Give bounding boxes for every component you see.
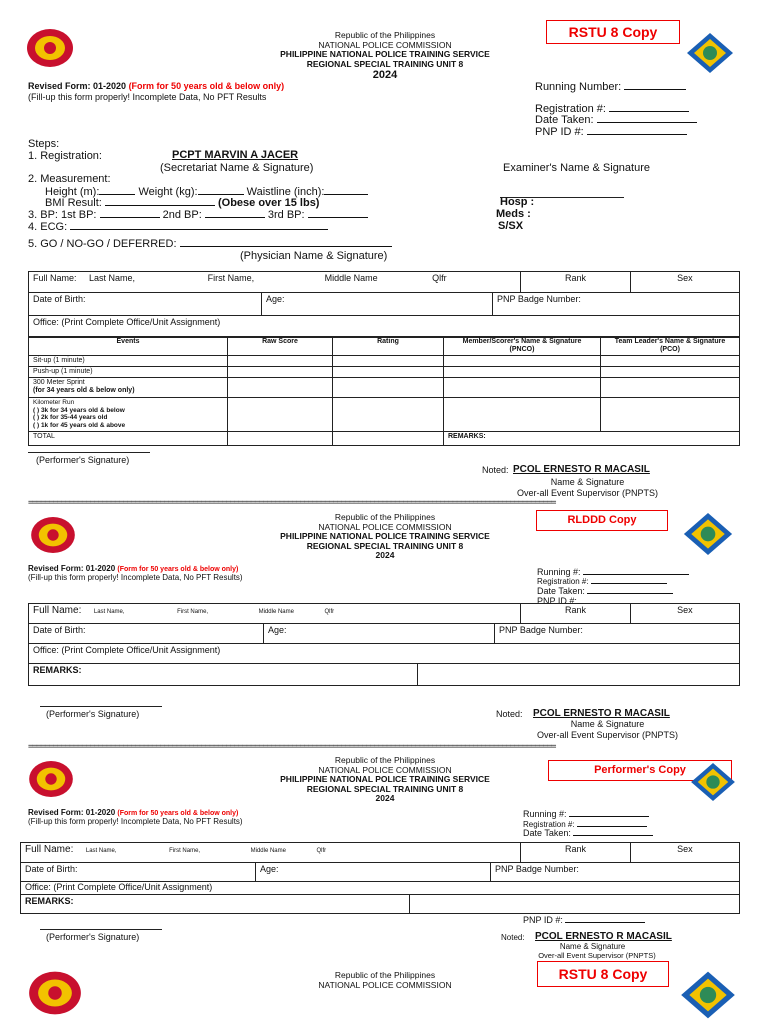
steps-label: Steps: — [28, 138, 60, 150]
copy-label: RLDDD Copy — [536, 510, 668, 531]
age-cell[interactable]: Age: — [256, 863, 491, 882]
overall-supervisor-label: Over-all Event Supervisor (PNPTS) — [538, 951, 656, 960]
rstu-logo — [682, 512, 734, 556]
personal-info-table — [28, 603, 740, 624]
age-cell[interactable]: Age: — [262, 293, 493, 316]
header-rstu: REGIONAL SPECIAL TRAINING UNIT 8 — [306, 58, 464, 69]
rank-cell[interactable]: Rank — [521, 843, 630, 863]
member-header: Member/Scorer's Name & Signature (PNCO) — [444, 337, 601, 356]
fill-note: (Fill-up this form properly! Incomplete Data, No PFT Results — [28, 92, 267, 102]
personal-info-table-2 — [28, 623, 740, 664]
measurement-row[interactable]: Height (m): Weight (kg): Waistline (inch): — [45, 185, 368, 198]
personal-info-table — [28, 271, 740, 293]
meds-label: Meds : — [496, 208, 531, 220]
hosp-label: Hosp : — [500, 196, 535, 208]
name-signature-label: Name & Signature — [570, 719, 645, 729]
step-measurement: 2. Measurement: — [28, 173, 111, 185]
supervisor-name: PCOL ERNESTO R MACASIL — [535, 931, 672, 942]
name-signature-label: Name & Signature — [550, 477, 625, 487]
copy-label: Performer's Copy — [548, 760, 732, 781]
supervisor-name: PCOL ERNESTO R MACASIL — [513, 464, 650, 475]
ecg-row[interactable]: 4. ECG: — [28, 220, 328, 233]
dob-cell[interactable]: Date of Birth: — [21, 863, 256, 882]
copy-label: RSTU 8 Copy — [537, 961, 669, 987]
dob-cell[interactable]: Date of Birth: — [29, 624, 264, 644]
header-block — [230, 31, 540, 81]
separator-line: ================================================================================================================================ — [28, 743, 556, 752]
registration-field[interactable]: Registration #: — [535, 102, 689, 115]
form-revision: Revised Form: 01-2020 (Form for 50 years old & below only) — [28, 808, 239, 817]
office-cell[interactable]: Office: (Print Complete Office/Unit Assignment) — [29, 644, 740, 664]
rstu-logo — [690, 762, 736, 802]
age-cell[interactable]: Age: — [264, 624, 495, 644]
date-taken-field[interactable]: Date Taken: — [535, 113, 697, 126]
examiner-label: Examiner's Name & Signature — [503, 162, 650, 174]
supervisor-name: PCOL ERNESTO R MACASIL — [533, 708, 670, 719]
registrar-name: PCPT MARVIN A JACER — [172, 149, 299, 161]
full-name-cell[interactable]: Full Name: Last Name, First Name, Middle Name Qlfr — [29, 272, 521, 293]
registration-field[interactable]: Registration #: — [523, 817, 647, 829]
form-revision: Revised Form: 01-2020 (Form for 50 years old & below only) — [28, 81, 285, 91]
copy-label: RSTU 8 Copy — [546, 20, 680, 44]
rank-cell[interactable]: Rank — [521, 272, 630, 293]
personal-info-table-2 — [28, 292, 740, 338]
personal-info-table — [20, 842, 740, 863]
secretariat-label: (Secretariat Name & Signature) — [160, 162, 314, 174]
full-name-cell[interactable]: Full Name: Last Name, First Name, Middle Name Qlfr — [21, 843, 521, 863]
pnp-id-field[interactable]: PNP ID #: — [523, 913, 645, 925]
separator-line: ================================================================================================================================ — [28, 499, 556, 508]
office-cell[interactable]: Office: (Print Complete Office/Unit Assignment) — [21, 882, 740, 895]
header-republic: Republic of the Philippines — [334, 30, 436, 40]
pnp-logo — [30, 516, 76, 554]
badge-cell[interactable]: PNP Badge Number: — [493, 293, 740, 316]
personal-info-table-2 — [20, 862, 740, 895]
event-km-run: Kilometer Run ( ) 3k for 34 years old & below ( ) 2k for 35-44 years old ( ) 1k for 45 years old & above — [29, 398, 228, 432]
performer-signature-line[interactable] — [28, 452, 150, 453]
remarks-table — [20, 894, 740, 914]
events-header: Events — [29, 337, 228, 356]
pnp-id-field[interactable]: PNP ID #: — [537, 594, 663, 606]
fill-note: (Fill-up this form properly! Incomplete Data, No PFT Results) — [28, 573, 243, 582]
office-cell[interactable]: Office: (Print Complete Office/Unit Assignment) — [29, 316, 740, 338]
running-field[interactable]: Running #: — [537, 565, 689, 577]
badge-cell[interactable]: PNP Badge Number: — [491, 863, 740, 882]
header-block: Republic of the Philippines NATIONAL POLICE COMMISSION PHILIPPINE NATIONAL POLICE TRAINING SERVICE REGIONAL SPECIAL TRAINING UNIT 8 2024 — [280, 512, 490, 560]
pnp-logo — [28, 968, 82, 1018]
sex-cell[interactable]: Sex — [630, 272, 739, 293]
rstu-logo — [680, 970, 736, 1020]
rstu-logo — [686, 32, 734, 74]
performer-signature-label: (Performer's Signature) — [46, 932, 140, 942]
overall-supervisor-label: Over-all Event Supervisor (PNPTS) — [516, 488, 659, 498]
remarks-table — [28, 663, 740, 686]
remarks-cell[interactable]: REMARKS: — [29, 664, 418, 686]
dob-cell[interactable]: Date of Birth: — [29, 293, 262, 316]
physician-label: (Physician Name & Signature) — [240, 250, 388, 262]
pnp-logo — [26, 28, 74, 68]
bp-row[interactable]: 3. BP: 1st BP: 2nd BP: 3rd BP: — [28, 208, 368, 221]
events-table — [28, 336, 740, 446]
header-napolcom: NATIONAL POLICE COMMISSION — [318, 39, 452, 50]
rating-header: Rating — [333, 337, 444, 356]
sex-cell[interactable]: Sex — [630, 843, 739, 863]
name-signature-label: Name & Signature — [559, 942, 626, 951]
sex-cell[interactable]: Sex — [630, 604, 739, 624]
fill-note: (Fill-up this form properly! Incomplete Data, No PFT Results) — [28, 817, 243, 826]
pnp-logo — [28, 760, 74, 798]
header-year: 2024 — [372, 69, 398, 81]
header-block: Republic of the Philippines NATIONAL POLICE COMMISSION PHILIPPINE NATIONAL POLICE TRAINING SERVICE REGIONAL SPECIAL TRAINING UNIT 8 2024 — [280, 755, 490, 803]
go-nogo-row[interactable]: 5. GO / NO-GO / DEFERRED: — [28, 237, 392, 250]
rank-cell[interactable]: Rank — [521, 604, 630, 624]
date-taken-field[interactable]: Date Taken: — [523, 826, 653, 838]
full-name-cell[interactable]: Full Name: Last Name, First Name, Middle Name Qlfr — [29, 604, 521, 624]
remarks-cell[interactable]: REMARKS: — [21, 895, 410, 914]
performer-signature-label: (Performer's Signature) — [36, 455, 130, 465]
running-number-field[interactable]: Running Number: — [535, 80, 686, 93]
step-registration: 1. Registration: — [28, 150, 102, 162]
header-block: Republic of the Philippines NATIONAL POLICE COMMISSION — [318, 970, 452, 990]
noted-label: Noted: — [501, 933, 525, 942]
header-pnpts: PHILIPPINE NATIONAL POLICE TRAINING SERVICE — [280, 49, 490, 59]
badge-cell[interactable]: PNP Badge Number: — [495, 624, 740, 644]
noted-label: Noted: — [496, 709, 523, 719]
ssx-label: S/SX — [498, 220, 524, 232]
pnp-id-field[interactable]: PNP ID #: — [535, 125, 687, 138]
event-pushup: Push-up (1 minute) — [29, 367, 228, 378]
registration-field[interactable]: Registration #: — [537, 574, 667, 586]
overall-supervisor-label: Over-all Event Supervisor (PNPTS) — [536, 730, 679, 740]
performer-signature-line[interactable] — [40, 929, 162, 930]
event-total: TOTAL — [29, 432, 228, 446]
date-taken-field[interactable]: Date Taken: — [537, 584, 673, 596]
event-situp: Sit-up (1 minute) — [29, 356, 228, 367]
remarks-cell[interactable]: REMARKS: — [444, 432, 740, 446]
performer-signature-line[interactable] — [40, 706, 162, 707]
form-revision: Revised Form: 01-2020 (Form for 50 years old & below only) — [28, 564, 239, 573]
running-field[interactable]: Running #: — [523, 807, 649, 819]
raw-score-header: Raw Score — [228, 337, 333, 356]
event-sprint: 300 Meter Sprint (for 34 years old & below only) — [29, 378, 228, 398]
performer-signature-label: (Performer's Signature) — [46, 709, 140, 719]
leader-header: Team Leader's Name & Signature (PCO) — [601, 337, 740, 356]
bmi-row[interactable]: BMI Result: (Obese over 15 lbs) — [45, 197, 320, 209]
noted-label: Noted: — [482, 465, 509, 475]
